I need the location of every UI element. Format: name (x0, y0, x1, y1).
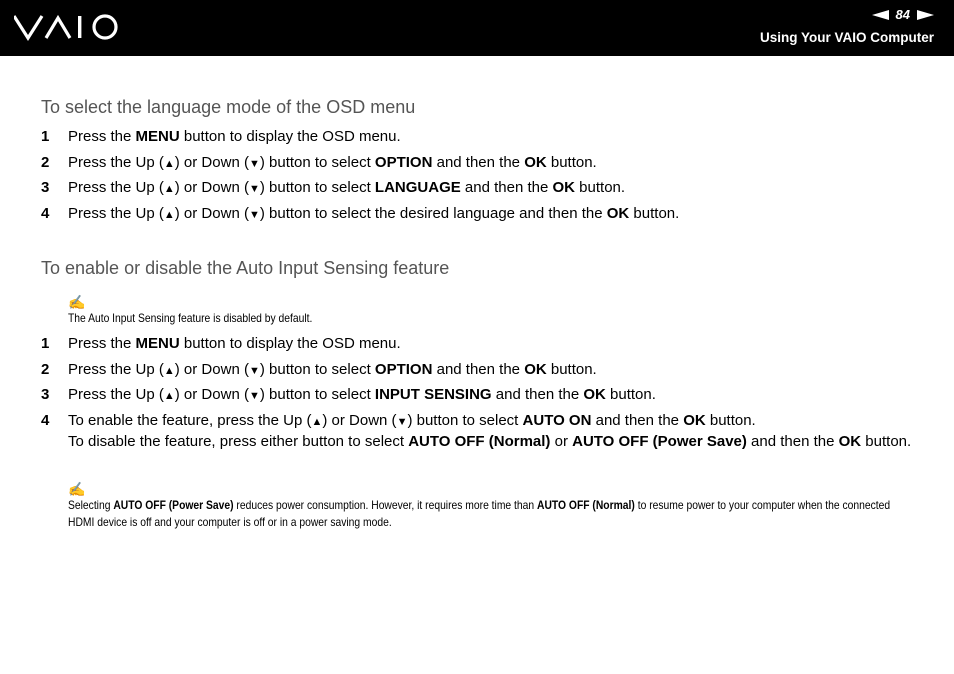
step-text: Press the MENU button to display the OSD menu. (68, 335, 401, 352)
up-arrow-icon: ▲ (163, 158, 175, 170)
step-text: Press the Up (▲) or Down (▼) button to select OPTION and then the OK button. (68, 361, 597, 378)
step-text: Press the MENU button to display the OSD menu. (68, 128, 401, 145)
up-arrow-icon: ▲ (163, 365, 175, 377)
step-text: To enable the feature, press the Up (▲) or Down (▼) button to select AUTO ON and then the OK button. To disable the feature, press either button to select AUTO OFF (Normal) or AUTO OFF (Power Save) and then the OK button. (68, 412, 912, 450)
pencil-note-icon: ✍ (68, 481, 86, 497)
step-text: Press the Up (▲) or Down (▼) button to select OPTION and then the OK button. (68, 154, 597, 171)
step-number: 3 (41, 386, 50, 403)
step-number: 3 (41, 179, 50, 196)
down-arrow-icon: ▼ (248, 209, 260, 221)
heading-auto-input-sensing: To enable or disable the Auto Input Sensing feature (41, 258, 450, 278)
down-arrow-icon: ▼ (248, 365, 260, 377)
vaio-logo (14, 14, 120, 47)
page-header (0, 0, 954, 56)
step-text: Press the Up (▲) or Down (▼) button to select INPUT SENSING and then the OK button. (68, 386, 656, 403)
step-number: 4 (41, 205, 50, 222)
section-title: Using Your VAIO Computer (759, 30, 934, 45)
step-number: 2 (41, 154, 50, 171)
down-arrow-icon: ▼ (248, 390, 260, 402)
heading-language-mode: To select the language mode of the OSD menu (41, 97, 416, 117)
pencil-note-icon: ✍ (68, 294, 86, 310)
step-text: Press the Up (▲) or Down (▼) button to select LANGUAGE and then the OK button. (68, 179, 626, 196)
up-arrow-icon: ▲ (163, 209, 175, 221)
step-text: Press the Up (▲) or Down (▼) button to select the desired language and then the OK button. (68, 205, 680, 222)
down-arrow-icon: ▼ (248, 183, 260, 195)
step-number: 1 (41, 335, 50, 352)
page-navigation (872, 7, 934, 22)
triangle-right-icon[interactable] (917, 10, 934, 20)
up-arrow-icon: ▲ (163, 183, 175, 195)
page-number: 84 (895, 7, 910, 22)
step-number: 1 (41, 128, 50, 145)
note-text: Selecting AUTO OFF (Power Save) reduces power consumption. However, it requires more time than AUTO OFF (Normal) to resume power to your computer when the connected HDMI device is off and your computer is off or in a power saving mode. (68, 498, 891, 529)
note-text: The Auto Input Sensing feature is disabled by default. (68, 311, 313, 325)
step-number: 2 (41, 361, 50, 378)
triangle-left-icon[interactable] (872, 10, 889, 20)
step-number: 4 (41, 412, 50, 429)
up-arrow-icon: ▲ (311, 416, 323, 428)
up-arrow-icon: ▲ (163, 390, 175, 402)
down-arrow-icon: ▼ (248, 158, 260, 170)
down-arrow-icon: ▼ (396, 416, 408, 428)
